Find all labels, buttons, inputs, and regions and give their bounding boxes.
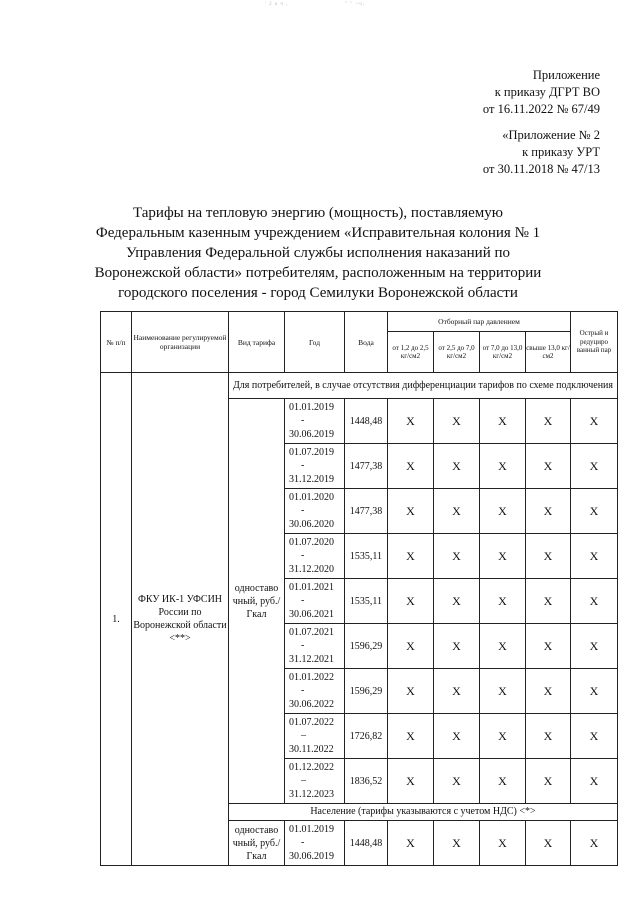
not-applicable-mark: X <box>571 714 618 759</box>
not-applicable-mark: X <box>526 714 571 759</box>
not-applicable-mark: X <box>388 534 434 579</box>
period-to: 31.12.2023 <box>289 788 334 800</box>
not-applicable-mark: X <box>571 669 618 714</box>
appendix-line: к приказу УРТ <box>522 145 600 159</box>
header-steam-4: свыше 13,0 кг/см2 <box>526 332 571 373</box>
water-value: 1477,38 <box>345 489 388 534</box>
water-value: 1448,48 <box>345 821 388 866</box>
not-applicable-mark: X <box>526 579 571 624</box>
period-sep: - <box>301 415 305 427</box>
not-applicable-mark: X <box>480 534 526 579</box>
period-cell <box>285 669 345 714</box>
not-applicable-mark: X <box>434 624 480 669</box>
appendix-header <box>483 67 600 118</box>
appendix-line: от 16.11.2022 № 67/49 <box>482 102 600 116</box>
not-applicable-mark: X <box>480 489 526 534</box>
not-applicable-mark: X <box>434 534 480 579</box>
appendix-line: к приказу ДГРТ ВО <box>494 85 600 99</box>
not-applicable-mark: X <box>434 399 480 444</box>
period-cell <box>285 821 345 866</box>
appendix-line: Приложение <box>532 68 600 82</box>
period-to: 31.12.2020 <box>289 563 334 575</box>
period-cell <box>285 399 345 444</box>
header-steam-group: Отборный пар давлением <box>388 312 571 332</box>
not-applicable-mark: X <box>434 714 480 759</box>
period-sep: – <box>301 730 306 742</box>
not-applicable-mark: X <box>480 821 526 866</box>
header-steam-2: от 2,5 до 7,0 кг/см2 <box>434 332 480 373</box>
header-tariff-type: Вид тарифа <box>229 312 285 373</box>
not-applicable-mark: X <box>388 821 434 866</box>
section-title: Для потребителей, в случае отсутствия дифференциации тарифов по схеме подключения <box>229 373 618 399</box>
not-applicable-mark: X <box>526 759 571 804</box>
tariff-type: одноставо чный, руб./Гкал <box>229 821 285 866</box>
not-applicable-mark: X <box>480 444 526 489</box>
not-applicable-mark: X <box>526 821 571 866</box>
period-cell <box>285 579 345 624</box>
org-name: ФКУ ИК-1 УФСИН России по Воронежской области <**> <box>132 373 229 866</box>
period-cell <box>285 624 345 669</box>
not-applicable-mark: X <box>480 579 526 624</box>
not-applicable-mark: X <box>388 579 434 624</box>
not-applicable-mark: X <box>526 444 571 489</box>
not-applicable-mark: X <box>571 534 618 579</box>
period-from: 01.07.2022 <box>289 716 334 728</box>
water-value: 1726,82 <box>345 714 388 759</box>
not-applicable-mark: X <box>480 759 526 804</box>
not-applicable-mark: X <box>388 444 434 489</box>
document-title: Тарифы на тепловую энергию (мощность), поставляемую Федеральным казенным учреждением «Исправительная колония № 1 Управления Федеральной службы исполнения наказаний по Воронежской области» потребителям, расположенным на территории городского поселения - город Семилуки Воронежской области <box>94 205 542 301</box>
not-applicable-mark: X <box>480 714 526 759</box>
header-water: Вода <box>345 312 388 373</box>
period-to: 30.06.2020 <box>289 518 334 530</box>
not-applicable-mark: X <box>388 489 434 534</box>
period-to: 30.06.2022 <box>289 698 334 710</box>
not-applicable-mark: X <box>526 399 571 444</box>
appendix-line: от 30.11.2018 № 47/13 <box>482 162 600 176</box>
water-value: 1535,11 <box>345 579 388 624</box>
period-to: 31.12.2021 <box>289 653 334 665</box>
period-sep: - <box>301 595 305 607</box>
water-value: 1477,38 <box>345 444 388 489</box>
period-sep: - <box>301 640 305 652</box>
period-from: 01.01.2022 <box>289 671 334 683</box>
not-applicable-mark: X <box>571 399 618 444</box>
not-applicable-mark: X <box>388 624 434 669</box>
water-value: 1596,29 <box>345 669 388 714</box>
period-from: 01.01.2019 <box>289 823 334 835</box>
not-applicable-mark: X <box>434 669 480 714</box>
not-applicable-mark: X <box>571 489 618 534</box>
not-applicable-mark: X <box>480 399 526 444</box>
appendix-line: «Приложение № 2 <box>502 128 600 142</box>
not-applicable-mark: X <box>434 821 480 866</box>
not-applicable-mark: X <box>388 759 434 804</box>
period-cell <box>285 759 345 804</box>
period-from: 01.01.2021 <box>289 581 334 593</box>
period-from: 01.12.2022 <box>289 761 334 773</box>
period-cell <box>285 534 345 579</box>
header-year: Год <box>285 312 345 373</box>
water-value: 1836,52 <box>345 759 388 804</box>
period-to: 30.11.2022 <box>289 743 334 755</box>
not-applicable-mark: X <box>388 714 434 759</box>
period-sep: - <box>301 460 305 472</box>
period-sep: – <box>301 775 306 787</box>
not-applicable-mark: X <box>434 489 480 534</box>
not-applicable-mark: X <box>571 579 618 624</box>
period-sep: - <box>301 505 305 517</box>
header-live-steam: Острый и редуциро ванный пар <box>571 312 618 373</box>
tariff-table <box>100 311 618 866</box>
section-title: Население (тарифы указываются с учетом НДС) <*> <box>229 804 618 821</box>
not-applicable-mark: X <box>571 821 618 866</box>
scan-mark: " " ~ч, <box>345 2 366 7</box>
water-value: 1535,11 <box>345 534 388 579</box>
period-sep: - <box>301 550 305 562</box>
period-cell <box>285 489 345 534</box>
period-from: 01.07.2021 <box>289 626 334 638</box>
row-number: 1. <box>101 373 132 866</box>
not-applicable-mark: X <box>480 624 526 669</box>
period-from: 01.07.2019 <box>289 446 334 458</box>
not-applicable-mark: X <box>434 444 480 489</box>
period-cell <box>285 714 345 759</box>
tariff-type: одноставо чный, руб./Гкал <box>229 399 285 804</box>
period-cell <box>285 444 345 489</box>
period-from: 01.07.2020 <box>289 536 334 548</box>
period-sep: - <box>301 837 305 849</box>
period-to: 30.06.2019 <box>289 850 334 862</box>
not-applicable-mark: X <box>434 759 480 804</box>
header-org: Наименование регулируемой организации <box>132 312 229 373</box>
not-applicable-mark: X <box>571 759 618 804</box>
header-steam-3: от 7,0 до 13,0 кг/см2 <box>480 332 526 373</box>
water-value: 1596,29 <box>345 624 388 669</box>
not-applicable-mark: X <box>526 669 571 714</box>
not-applicable-mark: X <box>526 534 571 579</box>
not-applicable-mark: X <box>571 624 618 669</box>
period-from: 01.01.2019 <box>289 401 334 413</box>
period-to: 30.06.2019 <box>289 428 334 440</box>
not-applicable-mark: X <box>388 399 434 444</box>
scan-mark: ' 2 а ч , <box>265 2 289 7</box>
original-appendix-header <box>483 127 600 178</box>
header-num: № п/п <box>101 312 132 373</box>
not-applicable-mark: X <box>571 444 618 489</box>
period-to: 31.12.2019 <box>289 473 334 485</box>
period-from: 01.01.2020 <box>289 491 334 503</box>
water-value: 1448,48 <box>345 399 388 444</box>
header-steam-1: от 1,2 до 2,5 кг/см2 <box>388 332 434 373</box>
period-to: 30.06.2021 <box>289 608 334 620</box>
not-applicable-mark: X <box>480 669 526 714</box>
not-applicable-mark: X <box>388 669 434 714</box>
not-applicable-mark: X <box>526 489 571 534</box>
not-applicable-mark: X <box>434 579 480 624</box>
not-applicable-mark: X <box>526 624 571 669</box>
period-sep: - <box>301 685 305 697</box>
